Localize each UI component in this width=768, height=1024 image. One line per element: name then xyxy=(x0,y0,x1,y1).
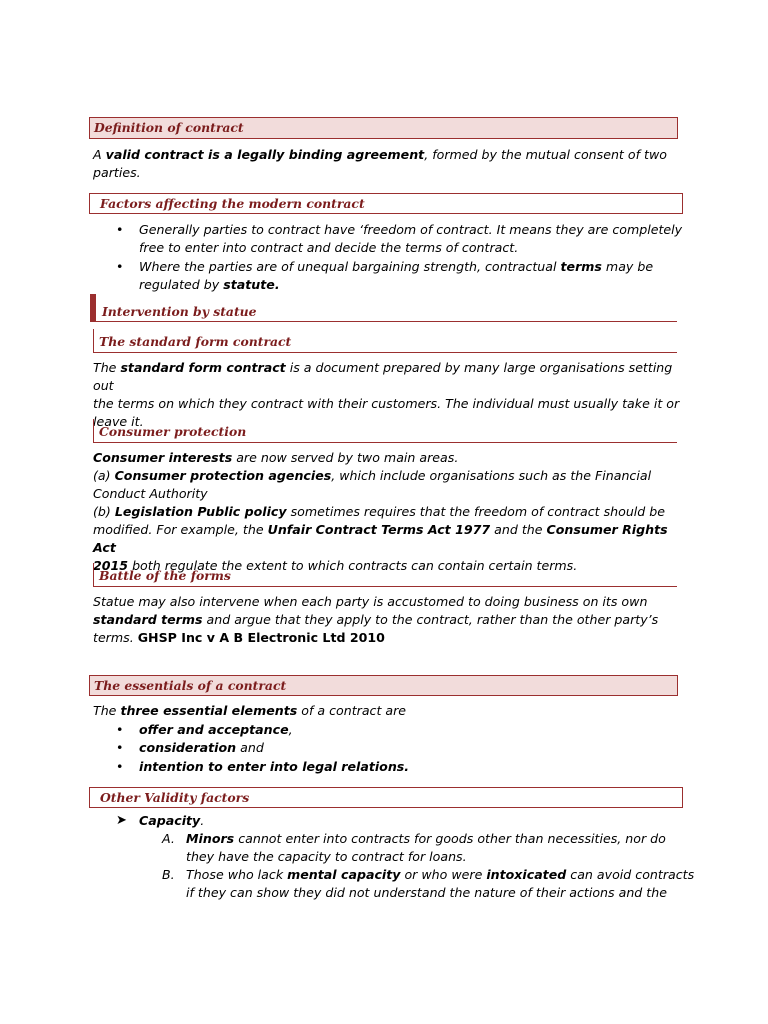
bold-text: intention to enter into legal relations. xyxy=(139,759,410,774)
text: free to enter into contract and decide the terms of contract. xyxy=(139,240,519,255)
text: both regulate the extent to which contracts can contain certain terms. xyxy=(128,558,578,573)
text: terms. xyxy=(93,630,138,645)
list-item xyxy=(139,758,409,776)
text: modified. For example, the xyxy=(93,522,268,537)
text: and xyxy=(236,740,264,755)
subheading-battle-of-the-forms: Battle of the forms xyxy=(93,563,677,587)
text: Where the parties are of unequal bargaining strength, contractual xyxy=(139,259,561,274)
heading-definition-of-contract: Definition of contract xyxy=(89,117,678,139)
consumer-protection-paragraph xyxy=(93,449,693,575)
list-item xyxy=(139,258,699,294)
text: , which include organisations such as the Financial xyxy=(331,468,652,483)
bold-text: Unfair Contract Terms Act 1977 xyxy=(267,522,491,537)
bold-text: offer and acceptance xyxy=(139,722,289,737)
bold-text: statute. xyxy=(223,277,280,292)
bold-text: terms xyxy=(560,259,602,274)
text: Conduct Authority xyxy=(93,486,208,501)
heading-other-validity-factors: Other Validity factors xyxy=(89,787,683,808)
battle-of-forms-paragraph xyxy=(93,593,693,647)
list-item xyxy=(139,221,699,257)
bold-text: three essential elements xyxy=(120,703,298,718)
bold-text: Consumer Rights Act xyxy=(93,522,668,555)
list-item xyxy=(139,739,264,757)
bold-text: Consumer interests xyxy=(93,450,233,465)
text: The xyxy=(93,360,121,375)
bold-text: intoxicated xyxy=(486,867,567,882)
heading-factors-affecting: Factors affecting the modern contract xyxy=(89,193,683,214)
text: of a contract are xyxy=(297,703,407,718)
bold-text: 2015 xyxy=(93,558,129,573)
text: , xyxy=(288,722,293,737)
text: and the xyxy=(490,522,547,537)
list-label-b: B. xyxy=(162,867,175,882)
text: the terms on which they contract with their customers. The individual must usually take it or xyxy=(93,396,680,411)
text: if they can show they did not understand the nature of their actions and the xyxy=(186,885,667,900)
list-item-minors xyxy=(186,830,696,866)
text: Statue may also intervene when each party is accustomed to doing business on its own xyxy=(93,594,648,609)
bullet-icon: • xyxy=(116,759,124,774)
text: is a document prepared by many large organisations setting out xyxy=(93,360,673,393)
bold-text: mental capacity xyxy=(287,867,401,882)
list-item xyxy=(139,721,293,739)
bold-text: Minors xyxy=(186,831,235,846)
text: A xyxy=(93,147,106,162)
list-label-a: A. xyxy=(162,831,175,846)
bold-text: valid contract is a legally binding agreement xyxy=(105,147,425,162)
bullet-icon: • xyxy=(116,740,124,755)
text: Those who lack xyxy=(186,867,288,882)
text: sometimes requires that the freedom of contract should be xyxy=(286,504,666,519)
text: are now served by two main areas. xyxy=(232,450,459,465)
text: , formed by the mutual consent of two xyxy=(424,147,667,162)
subheading-consumer-protection: Consumer protection xyxy=(93,419,677,443)
bold-text: standard terms xyxy=(93,612,203,627)
text: (a) xyxy=(93,468,115,483)
text: Generally parties to contract have ‘freedom of contract. It means they are completely xyxy=(139,222,683,237)
text: and argue that they apply to the contract, rather than the other party’s xyxy=(202,612,659,627)
list-item-capacity xyxy=(139,812,204,830)
bold-text: Capacity xyxy=(139,813,201,828)
text: . xyxy=(200,813,205,828)
text: The xyxy=(93,703,121,718)
bold-text: standard form contract xyxy=(120,360,286,375)
bold-text: Consumer protection agencies xyxy=(114,468,332,483)
list-item-mental-capacity xyxy=(186,866,696,902)
bullet-icon: • xyxy=(116,722,124,737)
text: may be xyxy=(601,259,654,274)
heading-intervention-by-statue: Intervention by statue xyxy=(90,294,677,322)
text: regulated by xyxy=(139,277,224,292)
case-citation: GHSP Inc v A B Electronic Ltd 2010 xyxy=(137,630,385,645)
text: can avoid contracts xyxy=(566,867,695,882)
text: they have the capacity to contract for loans. xyxy=(186,849,467,864)
text: leave it. xyxy=(93,414,144,429)
text: parties. xyxy=(93,165,141,180)
bold-text: consideration xyxy=(139,740,237,755)
text: or who were xyxy=(400,867,487,882)
subheading-standard-form-contract: The standard form contract xyxy=(93,329,677,353)
text: (b) xyxy=(93,504,115,519)
essentials-intro xyxy=(93,702,693,720)
bold-text: Legislation Public policy xyxy=(114,504,287,519)
heading-essentials-of-a-contract: The essentials of a contract xyxy=(89,675,678,696)
definition-paragraph xyxy=(93,146,683,182)
arrow-bullet-icon: ➤ xyxy=(116,813,127,828)
bullet-icon: • xyxy=(116,222,124,237)
text: cannot enter into contracts for goods other than necessities, nor do xyxy=(234,831,666,846)
bullet-icon: • xyxy=(116,259,124,274)
